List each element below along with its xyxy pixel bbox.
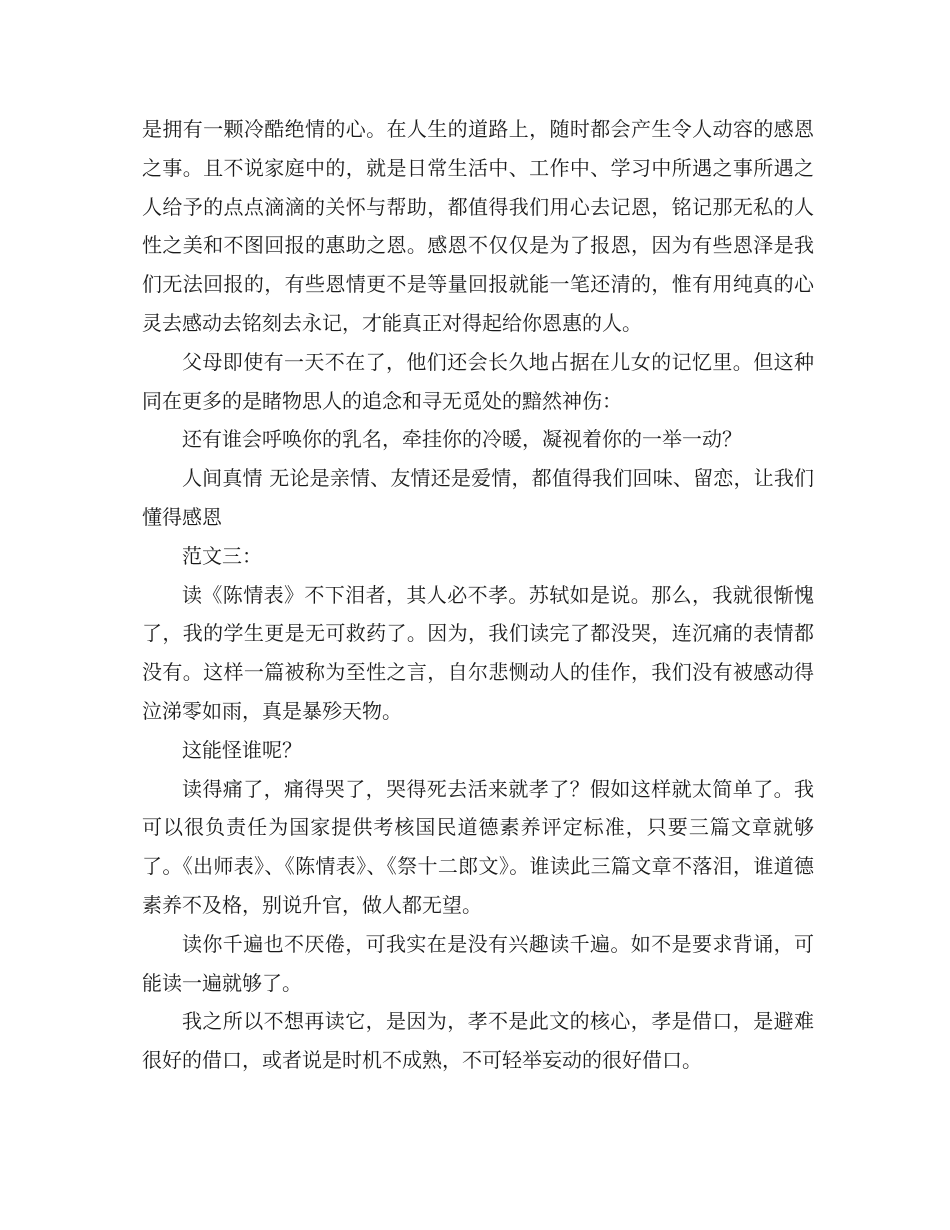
paragraph-9: 读你千遍也不厌倦，可我实在是没有兴趣读千遍。如不是要求背诵，可能读一遍就够了。 bbox=[142, 931, 814, 995]
paragraph-8: 读得痛了，痛得哭了，哭得死去活来就孝了？假如这样就太简单了。我可以很负责任为国家提供考核国民道德素养评定标准，只要三篇文章就够了。《出师表》、《陈情表》、《祭十二郎文》。谁读此三篇文章不落泪，谁道德素养不及格，别说升官，做人都无望。 bbox=[142, 776, 814, 917]
paragraph-4: 人间真情 无论是亲情、友情还是爱情，都值得我们回味、留恋，让我们懂得感恩 bbox=[142, 466, 814, 529]
paragraph-7: 这能怪谁呢？ bbox=[182, 737, 302, 762]
paragraph-3: 还有谁会呼唤你的乳名，牵挂你的冷暖，凝视着你的一举一动？ bbox=[182, 427, 742, 452]
paragraph-1: 是拥有一颗冷酷绝情的心。在人生的道路上，随时都会产生令人动容的感恩之事。且不说家庭中的，就是日常生活中、工作中、学习中所遇之事所遇之人给予的点点滴滴的关怀与帮助，都值得我们用心去记恩，铭记那无私的人性之美和不图回报的惠助之恩。感恩不仅仅是为了报恩，因为有些恩泽是我们无法回报的，有些恩情更不是等量回报就能一笔还清的，惟有用纯真的心灵去感动去铭刻去永记，才能真正对得起给你恩惠的人。 bbox=[142, 117, 814, 335]
paragraph-6: 读《陈情表》不下泪者，其人必不孝。苏轼如是说。那么，我就很惭愧了，我的学生更是无可救药了。因为，我们读完了都没哭，连沉痛的表情都没有。这样一篇被称为至性之言，自尔悲恻动人的佳作，我们没有被感动得泣涕零如雨，真是暴殄天物。 bbox=[142, 582, 814, 723]
paragraph-2: 父母即使有一天不在了，他们还会长久地占据在儿女的记忆里。但这种同在更多的是睹物思人的追念和寻无觅处的黯然神伤： bbox=[142, 349, 814, 413]
section-heading: 范文三： bbox=[182, 543, 262, 568]
document-body bbox=[142, 110, 814, 1080]
paragraph-10: 我之所以不想再读它，是因为，孝不是此文的核心，孝是借口，是避难很好的借口，或者说是时机不成熟，不可轻举妄动的很好借口。 bbox=[142, 1009, 814, 1073]
